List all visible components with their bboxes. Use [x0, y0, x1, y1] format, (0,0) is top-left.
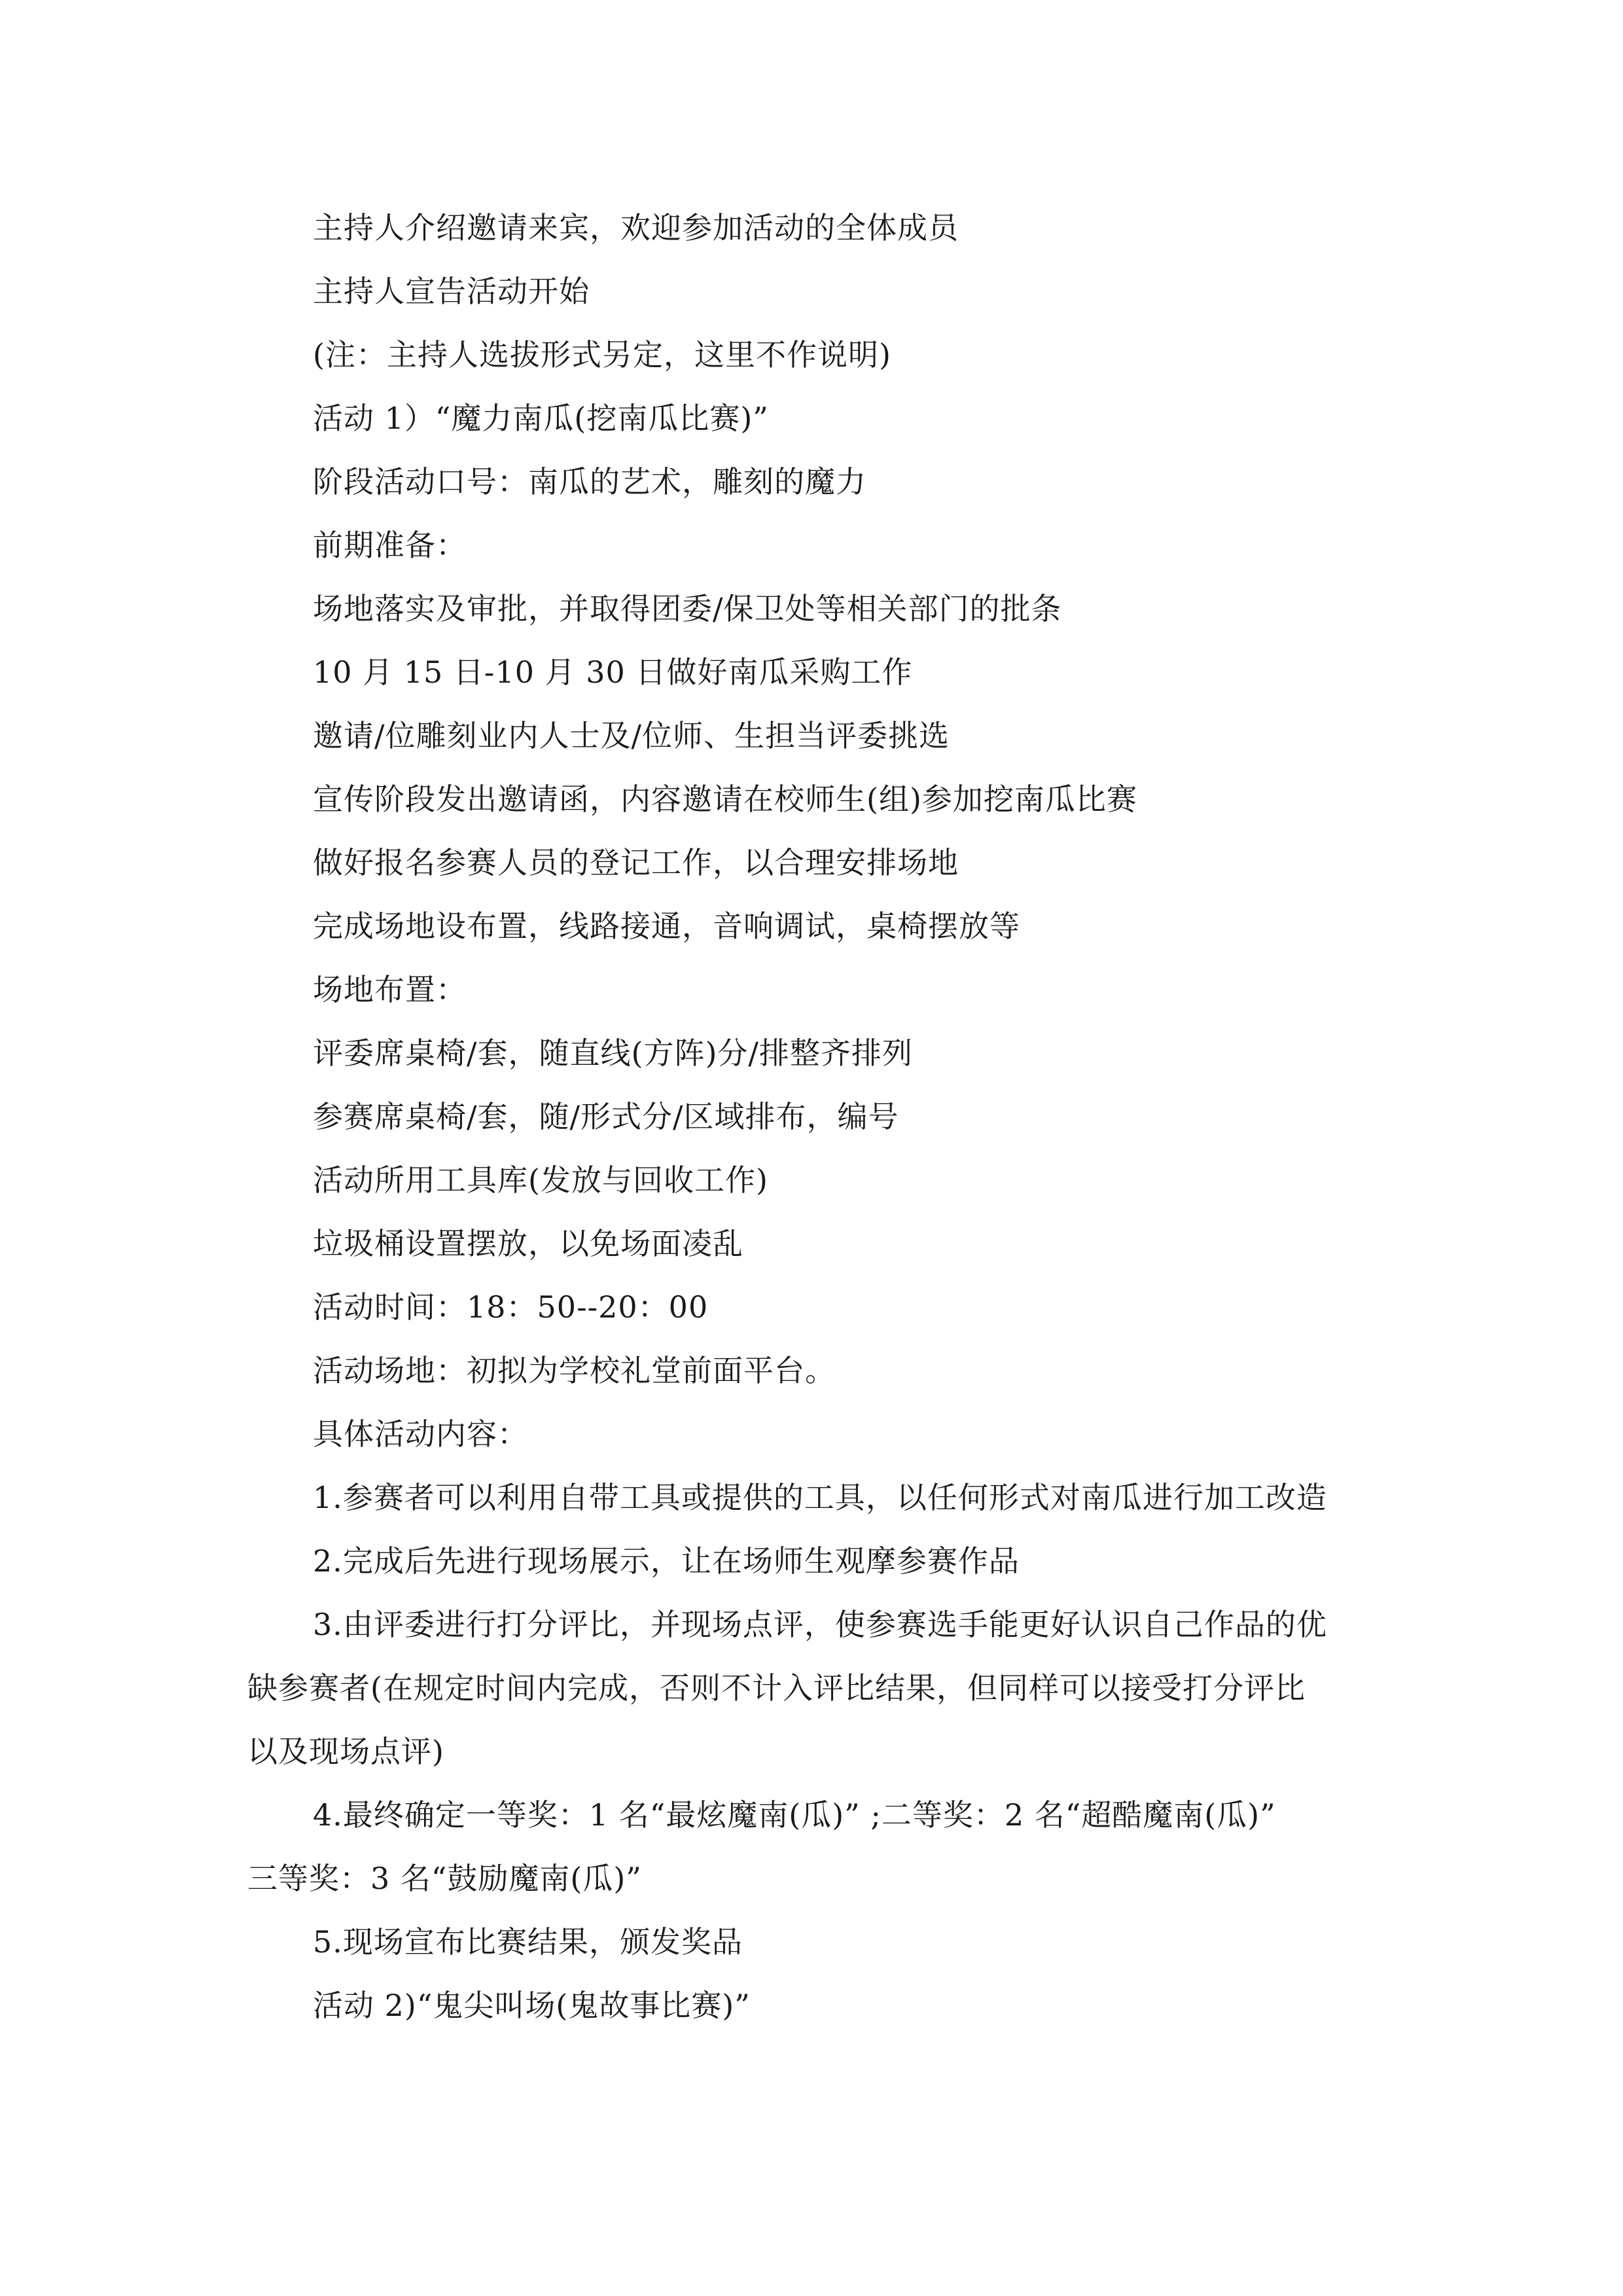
- paragraph: 活动所用工具库(发放与回收工作): [313, 1162, 768, 1198]
- list-item-continuation: 三等奖：3 名“鼓励魔南(瓜)”: [247, 1861, 642, 1896]
- section-heading: 活动 2)“鬼尖叫场(鬼故事比赛)”: [313, 1988, 751, 2023]
- paragraph: (注：主持人选拔形式另定，这里不作说明): [313, 337, 891, 372]
- list-item-continuation: 缺参赛者(在规定时间内完成，否则不计入评比结果，但同样可以接受打分评比: [247, 1670, 1306, 1706]
- paragraph: 宣传阶段发出邀请函，内容邀请在校师生(组)参加挖南瓜比赛: [313, 781, 1137, 817]
- paragraph: 垃圾桶设置摆放，以免场面凌乱: [313, 1226, 743, 1261]
- paragraph: 活动时间：18：50--20：00: [313, 1289, 709, 1325]
- paragraph: 活动场地：初拟为学校礼堂前面平台。: [313, 1353, 836, 1388]
- paragraph: 场地落实及审批，并取得团委/保卫处等相关部门的批条: [313, 591, 1062, 626]
- paragraph: 主持人介绍邀请来宾，欢迎参加活动的全体成员: [313, 210, 959, 245]
- paragraph: 参赛席桌椅/套，随/形式分/区域排布，编号: [313, 1099, 899, 1134]
- list-item: 5.现场宣布比赛结果，颁发奖品: [313, 1924, 743, 1960]
- subheading: 具体活动内容：: [313, 1416, 528, 1452]
- paragraph: 10 月 15 日-10 月 30 日做好南瓜采购工作: [313, 655, 913, 690]
- list-item: 3.由评委进行打分评比，并现场点评，使参赛选手能更好认识自己作品的优: [313, 1607, 1327, 1642]
- paragraph: 做好报名参赛人员的登记工作，以合理安排场地: [313, 845, 959, 880]
- list-item: 1.参赛者可以利用自带工具或提供的工具，以任何形式对南瓜进行加工改造: [313, 1480, 1327, 1515]
- list-item-continuation: 以及现场点评): [247, 1734, 444, 1769]
- paragraph: 评委席桌椅/套，随直线(方阵)分/排整齐排列: [313, 1035, 913, 1071]
- subheading: 场地布置：: [313, 972, 467, 1007]
- paragraph: 完成场地设布置，线路接通，音响调试，桌椅摆放等: [313, 908, 1020, 944]
- paragraph: 阶段活动口号：南瓜的艺术，雕刻的魔力: [313, 464, 866, 499]
- subheading: 前期准备：: [313, 528, 467, 563]
- paragraph: 主持人宣告活动开始: [313, 274, 590, 309]
- section-heading: 活动 1）“魔力南瓜(挖南瓜比赛)”: [313, 401, 769, 436]
- list-item: 4.最终确定一等奖：1 名“最炫魔南(瓜)” ;二等奖：2 名“超酷魔南(瓜)”: [313, 1797, 1276, 1833]
- paragraph: 邀请/位雕刻业内人士及/位师、生担当评委挑选: [313, 718, 950, 753]
- list-item: 2.完成后先进行现场展示，让在场师生观摩参赛作品: [313, 1543, 1020, 1579]
